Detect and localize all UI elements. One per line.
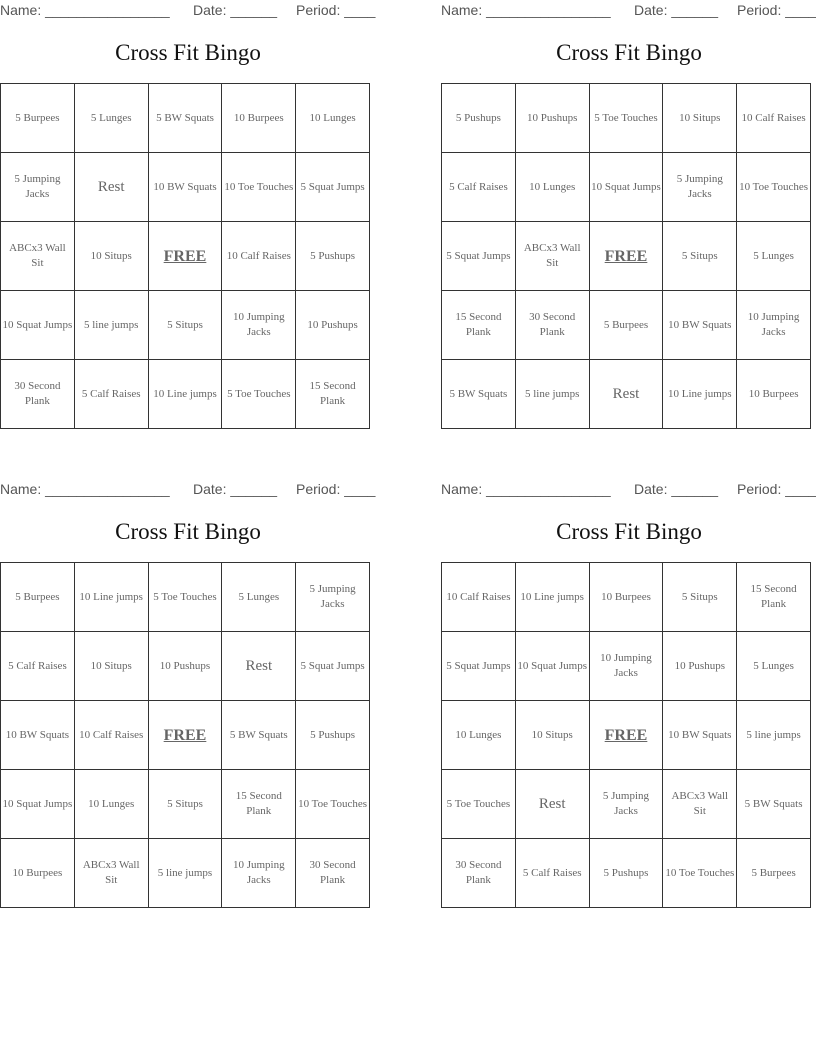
bingo-cell: 10 Jumping Jacks <box>222 839 296 908</box>
bingo-cell: 10 Squat Jumps <box>589 153 663 222</box>
bingo-cell: 5 Lunges <box>737 222 811 291</box>
bingo-cell: 5 Burpees <box>1 84 75 153</box>
card-header <box>441 479 816 499</box>
bingo-cell: 5 Situps <box>663 563 737 632</box>
bingo-cell: ABCx3 Wall Sit <box>1 222 75 291</box>
bingo-row <box>1 701 370 770</box>
bingo-cell: 10 Line jumps <box>74 563 148 632</box>
bingo-cell: 5 line jumps <box>148 839 222 908</box>
bingo-cell: Rest <box>589 360 663 429</box>
bingo-cell: 5 BW Squats <box>442 360 516 429</box>
bingo-grid <box>441 83 811 429</box>
bingo-cell: 5 line jumps <box>515 360 589 429</box>
bingo-cell: 5 line jumps <box>74 291 148 360</box>
bingo-cell: 5 Jumping Jacks <box>589 770 663 839</box>
bingo-cell: ABCx3 Wall Sit <box>515 222 589 291</box>
bingo-cell: 5 Calf Raises <box>442 153 516 222</box>
bingo-cell: 10 Toe Touches <box>222 153 296 222</box>
bingo-cell: 30 Second Plank <box>1 360 75 429</box>
bingo-row <box>442 291 811 360</box>
bingo-cell: FREE <box>589 222 663 291</box>
bingo-cell: 10 Line jumps <box>663 360 737 429</box>
bingo-cell: 10 Calf Raises <box>222 222 296 291</box>
card-title: Cross Fit Bingo <box>556 40 702 65</box>
bingo-cell: 5 Toe Touches <box>589 84 663 153</box>
bingo-cell: 5 Burpees <box>737 839 811 908</box>
bingo-cell: 10 Toe Touches <box>296 770 370 839</box>
bingo-cell: 5 Burpees <box>589 291 663 360</box>
card-title: Cross Fit Bingo <box>115 40 261 65</box>
bingo-cell: 5 Burpees <box>1 563 75 632</box>
bingo-row <box>442 360 811 429</box>
bingo-cell: ABCx3 Wall Sit <box>74 839 148 908</box>
bingo-cell: 10 Jumping Jacks <box>737 291 811 360</box>
bingo-row <box>442 84 811 153</box>
bingo-cell: 5 Lunges <box>74 84 148 153</box>
bingo-cell: 5 Toe Touches <box>148 563 222 632</box>
bingo-cell: 10 Jumping Jacks <box>589 632 663 701</box>
bingo-cell: 10 Burpees <box>589 563 663 632</box>
bingo-cell: 5 Calf Raises <box>74 360 148 429</box>
bingo-cell: 15 Second Plank <box>296 360 370 429</box>
bingo-cell: 5 BW Squats <box>148 84 222 153</box>
bingo-cell: 10 Situps <box>74 222 148 291</box>
bingo-cell: 10 Toe Touches <box>737 153 811 222</box>
bingo-cell: 10 Squat Jumps <box>1 291 75 360</box>
card-header <box>0 479 380 499</box>
bingo-cell: 5 Squat Jumps <box>296 153 370 222</box>
bingo-grid <box>0 562 370 908</box>
bingo-cell: Rest <box>222 632 296 701</box>
bingo-cell: 15 Second Plank <box>737 563 811 632</box>
name-field: Name: ________________ <box>441 481 611 497</box>
bingo-cell: 10 BW Squats <box>663 291 737 360</box>
bingo-cell: 10 BW Squats <box>1 701 75 770</box>
bingo-cell: 5 Calf Raises <box>1 632 75 701</box>
bingo-grid <box>441 562 811 908</box>
bingo-cell: 15 Second Plank <box>222 770 296 839</box>
bingo-cell: 5 BW Squats <box>222 701 296 770</box>
bingo-cell: ABCx3 Wall Sit <box>663 770 737 839</box>
bingo-row <box>1 84 370 153</box>
card-header <box>0 0 380 20</box>
bingo-row <box>442 153 811 222</box>
bingo-cell: 10 Jumping Jacks <box>222 291 296 360</box>
bingo-cell: 10 Lunges <box>74 770 148 839</box>
bingo-cell: 10 Burpees <box>1 839 75 908</box>
date-field: Date: ______ <box>634 2 719 18</box>
bingo-row <box>442 222 811 291</box>
bingo-cell: 5 Squat Jumps <box>442 632 516 701</box>
bingo-cell: 10 Squat Jumps <box>1 770 75 839</box>
bingo-cell: 15 Second Plank <box>442 291 516 360</box>
bingo-cell: 5 Calf Raises <box>515 839 589 908</box>
period-field: Period: ____ <box>737 481 816 497</box>
bingo-cell: 10 BW Squats <box>148 153 222 222</box>
bingo-cell: 30 Second Plank <box>296 839 370 908</box>
bingo-cell: 10 Burpees <box>737 360 811 429</box>
bingo-row <box>1 839 370 908</box>
bingo-cell: 5 Pushups <box>589 839 663 908</box>
bingo-cell: 10 Squat Jumps <box>515 632 589 701</box>
bingo-cell: 10 Lunges <box>442 701 516 770</box>
bingo-cell: 10 Pushups <box>663 632 737 701</box>
bingo-row <box>442 632 811 701</box>
bingo-row <box>442 839 811 908</box>
bingo-cell: 5 Jumping Jacks <box>296 563 370 632</box>
bingo-cell: 5 Toe Touches <box>442 770 516 839</box>
bingo-cell: 10 Calf Raises <box>737 84 811 153</box>
bingo-row <box>1 563 370 632</box>
bingo-row <box>1 632 370 701</box>
bingo-row <box>442 701 811 770</box>
bingo-row <box>442 770 811 839</box>
bingo-row <box>1 770 370 839</box>
bingo-cell: 5 Pushups <box>296 222 370 291</box>
bingo-cell: 5 Pushups <box>442 84 516 153</box>
bingo-cell: 10 Pushups <box>148 632 222 701</box>
name-field: Name: ________________ <box>0 2 170 18</box>
bingo-row <box>1 360 370 429</box>
card-title: Cross Fit Bingo <box>556 519 702 544</box>
date-field: Date: ______ <box>193 2 278 18</box>
bingo-row <box>1 153 370 222</box>
bingo-cell: Rest <box>515 770 589 839</box>
bingo-row <box>442 563 811 632</box>
bingo-cell: Rest <box>74 153 148 222</box>
card-title: Cross Fit Bingo <box>115 519 261 544</box>
bingo-cell: FREE <box>589 701 663 770</box>
bingo-cell: 5 Lunges <box>737 632 811 701</box>
bingo-cell: 5 BW Squats <box>737 770 811 839</box>
bingo-cell: 5 Situps <box>663 222 737 291</box>
name-field: Name: ________________ <box>441 2 611 18</box>
bingo-cell: 5 Squat Jumps <box>442 222 516 291</box>
bingo-cell: 10 Pushups <box>515 84 589 153</box>
bingo-cell: 10 Lunges <box>515 153 589 222</box>
bingo-cell: 10 Line jumps <box>148 360 222 429</box>
bingo-cell: 10 Situps <box>663 84 737 153</box>
name-field: Name: ________________ <box>0 481 170 497</box>
bingo-cell: 5 Pushups <box>296 701 370 770</box>
bingo-grid <box>0 83 370 429</box>
bingo-cell: 10 BW Squats <box>663 701 737 770</box>
bingo-cell: 10 Calf Raises <box>74 701 148 770</box>
bingo-cell: 10 Calf Raises <box>442 563 516 632</box>
bingo-row <box>1 222 370 291</box>
bingo-cell: 10 Situps <box>515 701 589 770</box>
bingo-cell: FREE <box>148 222 222 291</box>
bingo-cell: 5 Jumping Jacks <box>663 153 737 222</box>
bingo-cell: 5 Jumping Jacks <box>1 153 75 222</box>
bingo-cell: 30 Second Plank <box>442 839 516 908</box>
bingo-cell: FREE <box>148 701 222 770</box>
bingo-cell: 10 Burpees <box>222 84 296 153</box>
period-field: Period: ____ <box>737 2 816 18</box>
bingo-row <box>1 291 370 360</box>
bingo-cell: 5 Situps <box>148 291 222 360</box>
bingo-cell: 5 Situps <box>148 770 222 839</box>
period-field: Period: ____ <box>296 2 376 18</box>
bingo-cell: 10 Toe Touches <box>663 839 737 908</box>
bingo-cell: 5 Toe Touches <box>222 360 296 429</box>
bingo-cell: 5 line jumps <box>737 701 811 770</box>
bingo-cell: 10 Lunges <box>296 84 370 153</box>
date-field: Date: ______ <box>193 481 278 497</box>
bingo-cell: 30 Second Plank <box>515 291 589 360</box>
bingo-cell: 5 Squat Jumps <box>296 632 370 701</box>
bingo-cell: 10 Line jumps <box>515 563 589 632</box>
bingo-cell: 10 Pushups <box>296 291 370 360</box>
card-header <box>441 0 816 20</box>
date-field: Date: ______ <box>634 481 719 497</box>
bingo-cell: 10 Situps <box>74 632 148 701</box>
period-field: Period: ____ <box>296 481 376 497</box>
bingo-cell: 5 Lunges <box>222 563 296 632</box>
